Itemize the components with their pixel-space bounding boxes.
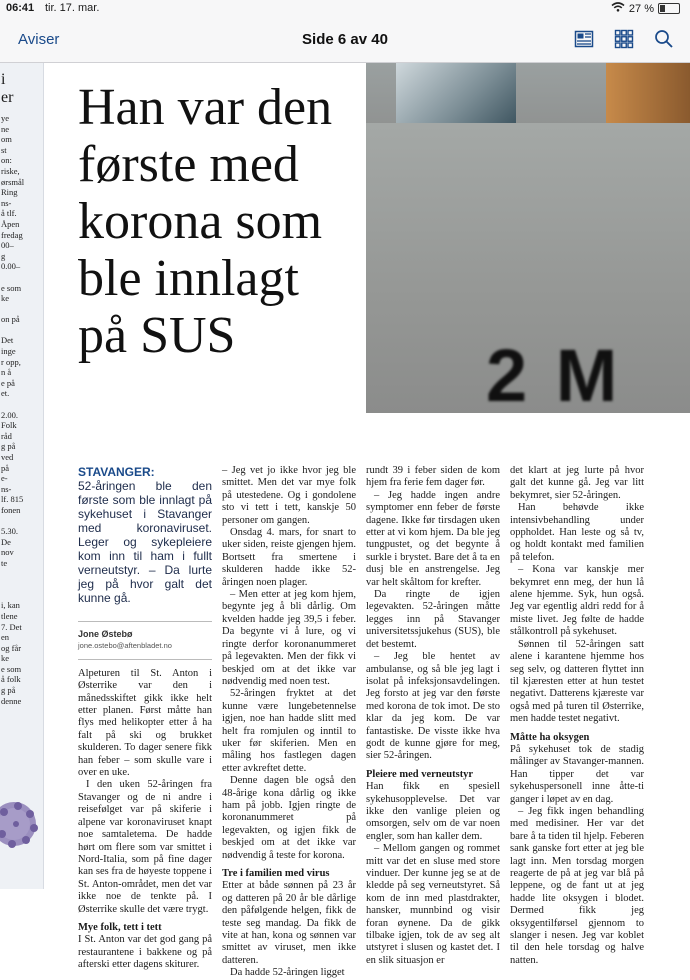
left-page-fragment: fonen (1, 504, 21, 515)
left-page-fragment: e som (1, 663, 22, 674)
previous-page-edge[interactable] (0, 63, 44, 889)
paragraph: – Jeg ble hentet av ambulanse, og så ble jeg lagt i isolat på infeksjonsavdelingen. Jeg forsto at jeg var den første med korona de tok imot. De sto klar da jeg kom. De var fantastiske. De visste ikke hva godt de kunne gjøre for meg, sier 52-åringen. (366, 651, 500, 762)
left-page-fragment: g på (1, 685, 16, 696)
paragraph: Sønnen til 52-åringen satt alene i karantene hjemme hos seg selv, og datteren flyttet inn til kjæresten etter at hun testet negativt. Datterens kjæreste var også med på turen til Østerrike, men hadde testet negativt. (510, 638, 644, 725)
left-page-fragment: et. (1, 388, 10, 399)
left-page-fragment (0, 325, 43, 336)
left-page-fragment: on: (1, 155, 12, 166)
author-email[interactable]: jone.ostebo@aftenbladet.no (78, 640, 212, 659)
left-page-fragment: Åpen (1, 218, 20, 229)
left-page-fragment (0, 569, 43, 580)
paragraph: det klart at jeg lurte på hvor galt det kunne gå. Jeg var litt bekymret, sier 52-åringen. (510, 465, 644, 501)
left-page-fragment: Folk (1, 420, 17, 431)
paragraph: Alpeturen til St. Anton i Østerrike var den i månedsskiftet gikk ikke helt etter planen. Først måtte han flys med helikopter etter å ha falt på ski og brukket skulderen. To dager senere fikk han feber – som skulle vare i over en uke. (78, 667, 212, 779)
subheading-2: Tre i familien med virus (222, 868, 330, 879)
left-page-fragment: og får (1, 642, 22, 653)
subheading-4: Måtte ha oksygen (510, 731, 590, 743)
left-page-fragment: ke (1, 293, 10, 304)
paragraph: – Mellom gangen og rommet mitt var det en sluse med store vinduer. Der kunne jeg se at de kledde på seg verneutstyret. Så kom de inn med plastdrakter, hansker, munnbind og visir foran øynene. Da de gikk tilbake igjen, tok de av seg alt utstyret i slusen og kastet det. I en slik situasjon er (366, 843, 500, 966)
left-page-fragment: ns- (1, 483, 12, 494)
status-time: 06:41 (6, 2, 35, 14)
left-page-fragment: inge (1, 346, 16, 357)
article-lead (78, 465, 212, 605)
paragraph: – Jeg hadde ingen andre symptomer enn feber de første dagene. Ikke før tirsdagen uken etter at vi kom hjem. Da ble jeg tungpustet, og det begynte å surkle i brystet. Bare det å ta en dusj ble en anstrengelse. Jeg var helt skåltom for krefter. (366, 489, 500, 588)
left-page-fragment: råd (1, 430, 12, 441)
left-page-fragment: ved (1, 452, 14, 462)
left-page-fragment: lf. 815 (1, 494, 24, 505)
status-right (611, 2, 680, 15)
left-page-fragment (0, 304, 43, 315)
paragraph: Da ringte de igjen legevakten. 52-åringen måtte legges inn på Stavanger universitetssjukehus (SUS), ble det bestemt. (366, 589, 500, 650)
paragraph: – Jeg fikk ingen behandling med medisiner. Her var det bare å ta tiden til hjelp. Feberen sank ganske fort etter at jeg ble lagt inn. Men torsdag morgen reagerte de på at jeg var blå på leppene, og de fant ut at jeg hadde lite oksygen i blodet. Dermed fikk jeg oksygentilførsel gjennom to slanger i nesen. Jeg var koblet til den hele torsdag og halve natten. (510, 805, 644, 966)
dateline: STAVANGER: (78, 465, 155, 479)
left-page-fragment: å folk (1, 674, 21, 685)
subheading-1: Mye folk, tett i tett (78, 921, 162, 933)
left-page-fragment: te (1, 557, 8, 568)
paragraph: Etter at både sønnen på 23 år og datteren på 20 år ble dårlige den påfølgende helgen, fikk de teste seg mandag. Da fikk de vite at han, kona og sønnen var smittet av viruset, men ikke datteren. (222, 880, 356, 966)
paragraph: Onsdag 4. mars, for snart to uker siden, reiste gjengen hjem. Bortsett fra smertene i skulderen hadde ikke 52-åringen noen plager. (222, 527, 356, 588)
left-page-fragment: å tlf. (1, 208, 17, 219)
left-page-fragment: om (1, 134, 12, 145)
status-date: tir. 17. mar. (45, 2, 100, 14)
article-headline: Han var den første med korona som ble innlagt på SUS (78, 79, 333, 364)
article-column-3 (366, 465, 500, 967)
wifi-icon (611, 2, 625, 15)
left-page-fragment: g (1, 250, 6, 261)
left-page-fragment: Ring (1, 187, 18, 198)
left-page-fragment: r opp, (1, 356, 21, 367)
left-page-fragment (0, 590, 43, 601)
left-page-fragment: ye (1, 113, 10, 123)
paragraph: I St. Anton var det god gang på restaurantene i bakkene og på afterski etter dagens skiturer. (78, 934, 212, 971)
left-page-fragment: 00– (1, 240, 14, 251)
left-page-fragment: e- (1, 473, 8, 484)
left-page-fragment: De (1, 536, 11, 547)
left-page-fragment: ns- (1, 197, 12, 208)
photo-door (606, 63, 690, 123)
paragraph: Han behøvde ikke intensivbehandling under oppholdet. Han leste og så tv, og holdt kontakt med familien på telefon. (510, 502, 644, 563)
paragraph: Denne dagen ble også den 48-årige kona dårlig og ikke ham på jobb. Igjen ringte de koronanummeret på legevakten, og igjen fikk de beskjed om at det ikke var nødvendig å teste for korona. (222, 775, 356, 861)
left-page-fragment: g på (1, 441, 16, 452)
newspaper-page[interactable] (0, 63, 690, 979)
paragraph: – Jeg vet jo ikke hvor jeg ble smittet. Men det var mye folk på utestedene. Og i gondolene sto vi tett i tett, kanskje 50 personer om gangen. (222, 465, 356, 526)
photo-window (396, 63, 516, 125)
photo-sign-text: 2 M (486, 334, 622, 417)
left-page-fragment: 0.00– (1, 261, 21, 272)
left-page-fragment: ne (1, 123, 10, 134)
grid-view-icon[interactable] (614, 29, 634, 49)
left-page-fragment: on på (1, 314, 20, 325)
left-page-fragment: i, kan (1, 600, 20, 611)
fragment-heading: i (1, 71, 6, 88)
left-page-fragment: st (1, 144, 7, 155)
page-view-icon[interactable] (574, 29, 594, 49)
battery-icon (658, 3, 680, 14)
paragraph: – Kona var kanskje mer bekymret enn meg, der hun lå alene hjemme. Syk, hun også. Jeg var egentlig aldri redd for å miste livet. Jeg følte de hadde stålkontroll på sykehuset. (510, 564, 644, 638)
paragraph: 52-åringen fryktet at det kunne være lungebetennelse igjen, noe han hadde slitt med helt fra romjulen og inntil to uker før skiferien. Men en måling hos fastlegen dagen etter avkreftet dette. (222, 688, 356, 774)
left-page-fragment: Det (1, 335, 14, 346)
fragment-heading-2: er (1, 89, 14, 106)
left-page-fragment (0, 272, 43, 283)
left-page-fragment: en (1, 632, 10, 643)
lead-text: 52-åringen ble den første som ble innlagt på sykehuset i Stavanger med koronaviruset. Leger og sykepleiere kom inn til ham i fullt verneutstyr. – Da lurte jeg på hvor galt det kunne gå. (78, 479, 212, 605)
left-page-fragment: denne (1, 695, 22, 706)
left-page-fragment: fredag (1, 229, 23, 240)
nav-bar (0, 18, 690, 63)
article-column-1 (78, 465, 212, 972)
article-photo (366, 63, 690, 417)
left-page-fragment (0, 579, 43, 590)
page-indicator: Side 6 av 40 (302, 31, 388, 48)
left-page-fragment: ørsmål (1, 176, 25, 187)
left-page-fragment: e på (1, 377, 15, 388)
paragraph: I den uken 52-åringen fra Stavanger og de ni andre i reisefølget var på skiferie i alpene var koronaviruset knapt noe samtaletema. De hadde hørt om flere som var smittet i Nord-Italia, som på fine dager kan ses fra de høyeste toppene i St. Anton-området, men det var ikke noe de tenkte på. I Østerrike skulle det være trygt. (78, 779, 212, 915)
back-button[interactable]: Aviser (18, 31, 60, 48)
status-bar (0, 0, 690, 18)
left-page-fragment: e som (1, 282, 22, 293)
left-page-fragment: på (1, 462, 10, 473)
left-page-fragment: 7. Det (1, 621, 22, 632)
subheading-3: Pleiere med verneutstyr (366, 768, 474, 780)
article-column-2 (222, 465, 356, 980)
search-icon[interactable] (654, 29, 674, 49)
article-column-4 (510, 465, 644, 967)
virus-illustration (0, 778, 40, 868)
paragraph: Han fikk en spesiell sykehusopplevelse. Det var ikke den vanlige pleien og omsorgen, selv om de var noen engler, som han kaller dem. (366, 781, 500, 842)
left-page-fragment: 2.00. (1, 409, 18, 420)
battery-percent: 27 % (628, 2, 654, 15)
paragraph: Da hadde 52-åringen ligget (230, 967, 345, 979)
left-page-fragment (0, 516, 43, 527)
left-page-fragment: tlene (1, 610, 18, 621)
left-page-fragment: riske, (1, 165, 20, 176)
left-page-fragment: nov (1, 547, 14, 558)
left-page-fragment: 5.30. (1, 526, 18, 537)
paragraph: rundt 39 i feber siden de kom hjem fra ferie fem dager før. (366, 465, 500, 489)
left-page-fragment (0, 399, 43, 410)
paragraph: – Men etter at jeg kom hjem, begynte jeg å bli dårlig. Om kvelden hadde jeg 39,5 i feber. Da begynte vi å lure, og vi ringte derfor koronanummeret på legevakten. Men der fikk vi beskjed om at det ikke var nødvendig med noen test. (222, 589, 356, 687)
author-name: Jone Østebø (78, 621, 212, 640)
left-page-fragment: n å (1, 367, 12, 378)
paragraph: På sykehuset tok de stadig målinger av Stavanger-mannen. Han tipper det var sykehuspersonell inne åtte-ti ganger i løpet av en dag. (510, 743, 644, 805)
left-page-fragment: ke (1, 653, 10, 664)
